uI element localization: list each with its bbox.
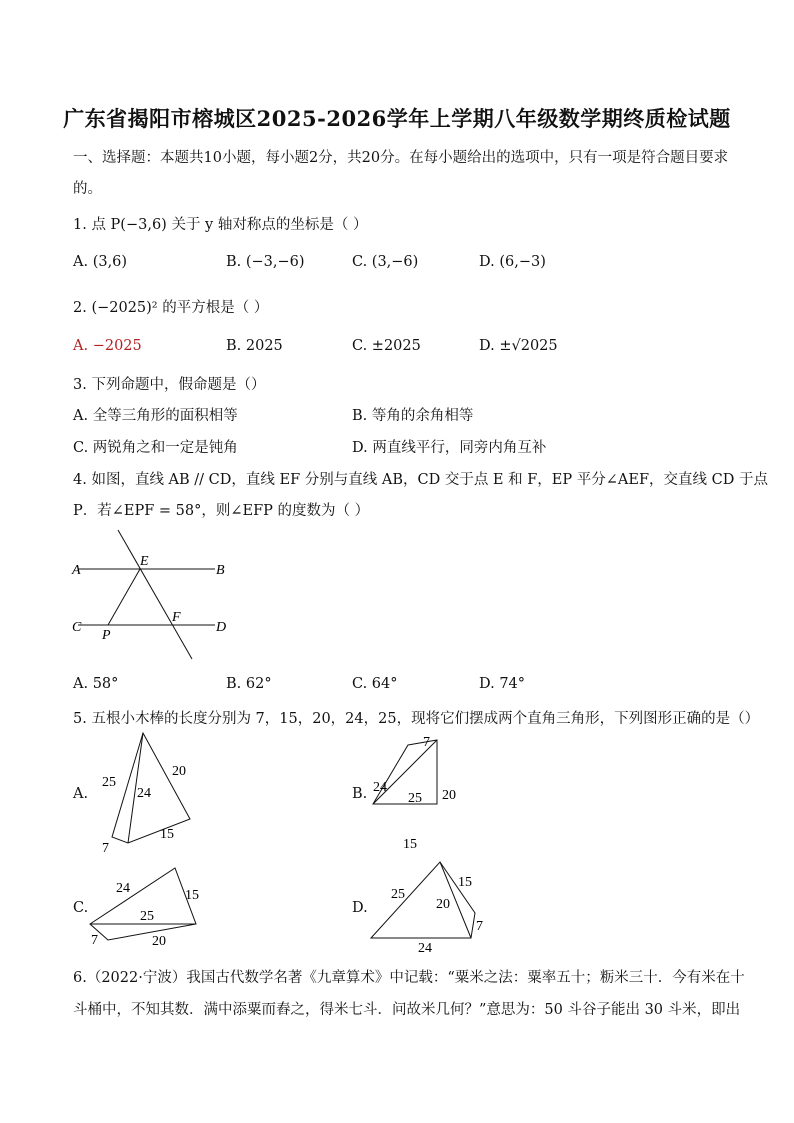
q2-option-d: D. ±√2025 [479,338,558,354]
fig-b-label-20: 20 [442,788,456,803]
q1-option-d: D. (6,−3) [479,254,546,270]
label-a: A [72,563,81,578]
question-4-stem-cont: P．若∠EPF = 58°，则∠EFP 的度数为（ ） [73,503,370,519]
fig-c-label-15: 15 [185,888,199,903]
q2-option-a: A. −2025 [73,338,142,354]
fig-c-label-24: 24 [116,881,130,896]
q5-option-b: B. [352,786,368,802]
q2-option-b: B. 2025 [226,338,283,354]
question-4-stem: 4. 如图，直线 AB // CD，直线 EF 分别与直线 AB，CD 交于点 E 和 F，EP 平分∠AEF，交直线 CD 于点 [73,472,768,488]
fig-a-label-25: 25 [102,775,116,790]
q1-option-b: B. (−3,−6) [226,254,305,270]
q5-figure-d [365,858,495,958]
label-e: E [140,554,149,569]
fig-d-label-7: 7 [476,919,483,934]
q3-option-a: A. 全等三角形的面积相等 [73,408,238,424]
q1-option-c: C. (3,−6) [352,254,419,270]
label-d: D [216,620,227,635]
q1-option-a: A. (3,6) [73,254,128,270]
q4-option-d: D. 74° [479,676,526,692]
fig-c-label-25: 25 [140,909,154,924]
fig-a-label-24: 24 [137,786,151,801]
question-5-stem: 5. 五根小木棒的长度分别为 7，15，20，24，25，现将它们摆成两个直角三角形，下列图形正确的是（） [73,711,760,727]
fig-b-label-25: 25 [408,791,422,806]
q4-figure [60,525,240,665]
q5-figure-c [88,862,213,952]
fig-b-label-24: 24 [373,780,387,795]
q3-option-b: B. 等角的余角相等 [352,408,474,424]
q4-option-c: C. 64° [352,676,398,692]
fig-a-label-15: 15 [160,827,174,842]
q2-option-c: C. ±2025 [352,338,421,354]
segment-ep [108,569,140,625]
fig-d-label-20: 20 [436,897,450,912]
q5-figure-a [88,725,208,860]
page-title: 广东省揭阳市榕城区2025-2026学年上学期八年级数学期终质检试题 [63,106,731,131]
fig-a-label-20: 20 [172,764,186,779]
question-3-stem: 3. 下列命题中，假命题是（） [73,377,266,393]
q5-option-a: A. [73,786,89,802]
section-instruction-cont: 的。 [73,181,102,197]
label-c: C [72,620,82,635]
fig-d-label-24: 24 [418,941,432,956]
q5-option-d: D. [352,900,368,916]
q3-option-c: C. 两锐角之和一定是钝角 [73,440,238,456]
line-ef [118,530,192,659]
fig-c-label-20: 20 [152,934,166,949]
label-f: F [172,610,181,625]
fig-b-label-7: 7 [423,735,430,750]
fig-d-label-15: 15 [458,875,472,890]
q4-option-b: B. 62° [226,676,272,692]
fig-b-label-15: 15 [403,837,417,852]
q3-option-d: D. 两直线平行，同旁内角互补 [352,440,547,456]
q5-figure-b [365,730,470,855]
label-p: P [102,628,111,643]
fig-d-label-25: 25 [391,887,405,902]
label-b: B [216,563,225,578]
q4-option-a: A. 58° [73,676,119,692]
section-instruction: 一、选择题：本题共10小题，每小题2分，共20分。在每小题给出的选项中，只有一项是符合题目要求 [73,150,729,166]
question-2-stem: 2. (−2025)² 的平方根是（ ） [73,300,269,316]
q5-option-c: C. [73,900,89,916]
question-1-stem: 1. 点 P(−3,6) 关于 y 轴对称点的坐标是（ ） [73,217,368,233]
fig-a-label-7: 7 [102,841,109,856]
question-6-stem-cont: 斗桶中，不知其数．满中添粟而舂之，得米七斗．问故米几何？”意思为：50 斗谷子能出 30 斗米，即出 [73,1002,741,1018]
question-6-stem: 6.（2022·宁波）我国古代数学名著《九章算术》中记载：“粟米之法：粟率五十；粝米三十．今有米在十 [73,970,745,986]
fig-c-label-7: 7 [91,933,98,948]
